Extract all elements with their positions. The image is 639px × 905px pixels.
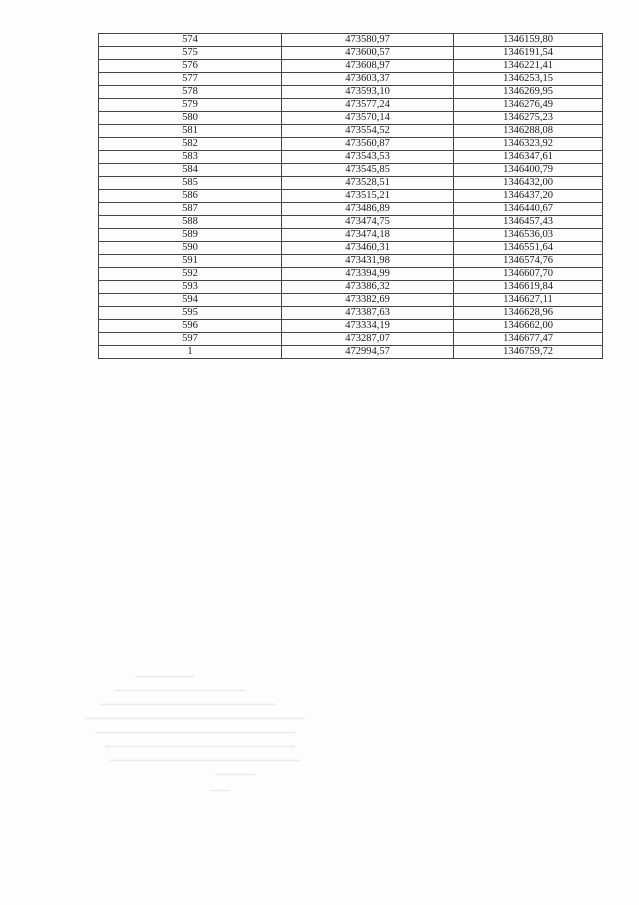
table-row <box>99 333 603 346</box>
point-number-cell: 587 <box>99 203 282 216</box>
table-row <box>99 47 603 60</box>
coordinates-table <box>98 33 603 359</box>
point-number-cell: 594 <box>99 294 282 307</box>
x-coordinate-cell: 473474,18 <box>282 229 454 242</box>
table-row <box>99 34 603 47</box>
y-coordinate-cell: 1346276,49 <box>454 99 603 112</box>
point-number-cell: 586 <box>99 190 282 203</box>
x-coordinate-cell: 473460,31 <box>282 242 454 255</box>
y-coordinate-cell: 1346323,92 <box>454 138 603 151</box>
point-number-cell: 577 <box>99 73 282 86</box>
y-coordinate-cell: 1346253,15 <box>454 73 603 86</box>
table-row <box>99 151 603 164</box>
table-row <box>99 255 603 268</box>
x-coordinate-cell: 473382,69 <box>282 294 454 307</box>
y-coordinate-cell: 1346551,64 <box>454 242 603 255</box>
y-coordinate-cell: 1346400,79 <box>454 164 603 177</box>
x-coordinate-cell: 473545,85 <box>282 164 454 177</box>
y-coordinate-cell: 1346662,00 <box>454 320 603 333</box>
table-row <box>99 268 603 281</box>
point-number-cell: 591 <box>99 255 282 268</box>
y-coordinate-cell: 1346607,70 <box>454 268 603 281</box>
x-coordinate-cell: 473600,57 <box>282 47 454 60</box>
x-coordinate-cell: 472994,57 <box>282 346 454 359</box>
table-row <box>99 242 603 255</box>
point-number-cell: 590 <box>99 242 282 255</box>
table-row <box>99 216 603 229</box>
x-coordinate-cell: 473515,21 <box>282 190 454 203</box>
point-number-cell: 583 <box>99 151 282 164</box>
table-row <box>99 307 603 320</box>
x-coordinate-cell: 473543,53 <box>282 151 454 164</box>
y-coordinate-cell: 1346288,08 <box>454 125 603 138</box>
y-coordinate-cell: 1346628,96 <box>454 307 603 320</box>
table-row <box>99 177 603 190</box>
table-row <box>99 320 603 333</box>
y-coordinate-cell: 1346627,11 <box>454 294 603 307</box>
point-number-cell: 597 <box>99 333 282 346</box>
table-row <box>99 125 603 138</box>
x-coordinate-cell: 473608,97 <box>282 60 454 73</box>
y-coordinate-cell: 1346432,00 <box>454 177 603 190</box>
x-coordinate-cell: 473580,97 <box>282 34 454 47</box>
y-coordinate-cell: 1346275,23 <box>454 112 603 125</box>
x-coordinate-cell: 473387,63 <box>282 307 454 320</box>
point-number-cell: 589 <box>99 229 282 242</box>
y-coordinate-cell: 1346437,20 <box>454 190 603 203</box>
point-number-cell: 581 <box>99 125 282 138</box>
y-coordinate-cell: 1346457,43 <box>454 216 603 229</box>
table-row <box>99 73 603 86</box>
y-coordinate-cell: 1346191,54 <box>454 47 603 60</box>
y-coordinate-cell: 1346159,80 <box>454 34 603 47</box>
point-number-cell: 592 <box>99 268 282 281</box>
coordinates-table-body <box>99 34 603 359</box>
point-number-cell: 580 <box>99 112 282 125</box>
x-coordinate-cell: 473474,75 <box>282 216 454 229</box>
y-coordinate-cell: 1346536,03 <box>454 229 603 242</box>
point-number-cell: 588 <box>99 216 282 229</box>
table-row <box>99 86 603 99</box>
x-coordinate-cell: 473394,99 <box>282 268 454 281</box>
x-coordinate-cell: 473334,19 <box>282 320 454 333</box>
table-row <box>99 112 603 125</box>
point-number-cell: 584 <box>99 164 282 177</box>
x-coordinate-cell: 473386,32 <box>282 281 454 294</box>
y-coordinate-cell: 1346221,41 <box>454 60 603 73</box>
y-coordinate-cell: 1346574,76 <box>454 255 603 268</box>
point-number-cell: 596 <box>99 320 282 333</box>
table-row <box>99 229 603 242</box>
x-coordinate-cell: 473593,10 <box>282 86 454 99</box>
point-number-cell: 593 <box>99 281 282 294</box>
x-coordinate-cell: 473560,87 <box>282 138 454 151</box>
x-coordinate-cell: 473528,51 <box>282 177 454 190</box>
point-number-cell: 574 <box>99 34 282 47</box>
point-number-cell: 576 <box>99 60 282 73</box>
table-row <box>99 138 603 151</box>
x-coordinate-cell: 473554,52 <box>282 125 454 138</box>
table-row <box>99 190 603 203</box>
point-number-cell: 585 <box>99 177 282 190</box>
faded-stamp <box>75 668 315 798</box>
x-coordinate-cell: 473603,37 <box>282 73 454 86</box>
table-row <box>99 99 603 112</box>
x-coordinate-cell: 473570,14 <box>282 112 454 125</box>
point-number-cell: 579 <box>99 99 282 112</box>
y-coordinate-cell: 1346269,95 <box>454 86 603 99</box>
point-number-cell: 582 <box>99 138 282 151</box>
table-row <box>99 203 603 216</box>
y-coordinate-cell: 1346440,67 <box>454 203 603 216</box>
y-coordinate-cell: 1346347,61 <box>454 151 603 164</box>
table-row <box>99 281 603 294</box>
y-coordinate-cell: 1346677,47 <box>454 333 603 346</box>
table-row <box>99 346 603 359</box>
x-coordinate-cell: 473287,07 <box>282 333 454 346</box>
y-coordinate-cell: 1346759,72 <box>454 346 603 359</box>
x-coordinate-cell: 473577,24 <box>282 99 454 112</box>
point-number-cell: 595 <box>99 307 282 320</box>
point-number-cell: 575 <box>99 47 282 60</box>
point-number-cell: 578 <box>99 86 282 99</box>
point-number-cell: 1 <box>99 346 282 359</box>
x-coordinate-cell: 473431,98 <box>282 255 454 268</box>
table-row <box>99 60 603 73</box>
x-coordinate-cell: 473486,89 <box>282 203 454 216</box>
table-row <box>99 164 603 177</box>
y-coordinate-cell: 1346619,84 <box>454 281 603 294</box>
table-row <box>99 294 603 307</box>
